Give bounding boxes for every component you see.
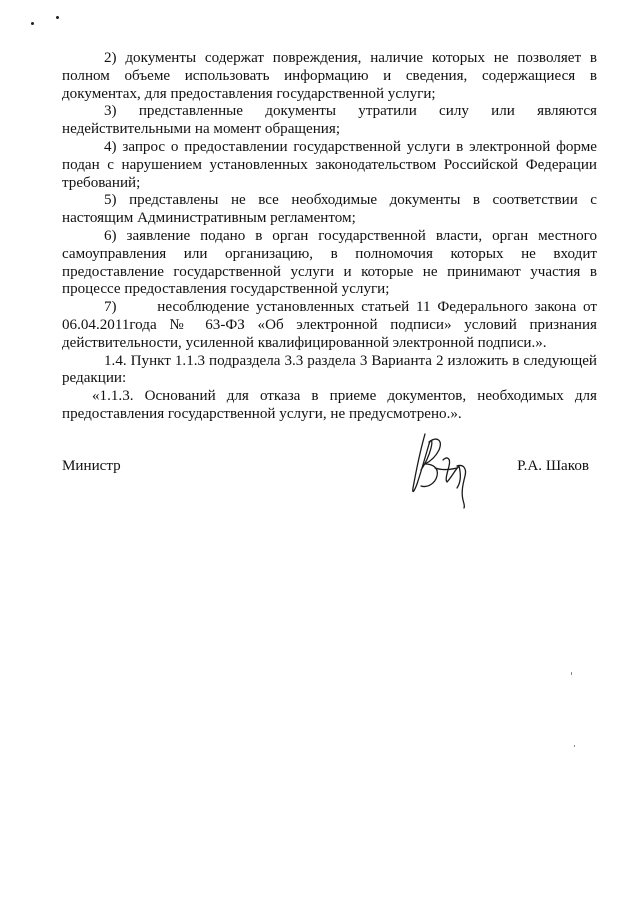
document-body bbox=[62, 50, 601, 424]
list-item-5: 5) представлены не все необходимые документы в соответствии с настоящим Административным регламентом; bbox=[62, 192, 597, 227]
scan-mark bbox=[571, 672, 572, 675]
signature-block bbox=[62, 430, 597, 530]
list-item-6: 6) заявление подано в орган государственной власти, орган местного самоуправления или организацию, в полномочия которых не входит предоставление государственной услуги и которые не принимают участия в процессе предоставления государственной услуги; bbox=[62, 227, 597, 298]
scan-mark bbox=[574, 745, 575, 747]
amendment-point-1-4: 1.4. Пункт 1.1.3 подраздела 3.3 раздела 3 Варианта 2 изложить в следующей редакции: bbox=[62, 352, 597, 387]
amendment-quote: «1.1.3. Оснований для отказа в приеме документов, необходимых для предоставления государственной услуги, не предусмотрено.». bbox=[62, 388, 597, 422]
list-item-7: 7) несоблюдение установленных статьей 11 Федерального закона от 06.04.2011года № 63-ФЗ «Об электронной подписи» условий признания действительности, усиленной квалифицированной электронной подписи.». bbox=[62, 299, 601, 351]
signer-name: Р.А. Шаков bbox=[517, 458, 589, 474]
list-item-2: 2) документы содержат повреждения, наличие которых не позволяет в полном объеме использовать информацию и сведения, содержащиеся в документах, для предоставления государственной услуги; bbox=[62, 50, 597, 102]
list-item-3: 3) представленные документы утратили силу или являются недействительными на момент обращения; bbox=[62, 103, 597, 138]
handwritten-signature bbox=[399, 430, 489, 510]
scan-speck bbox=[31, 22, 34, 25]
list-item-4: 4) запрос о предоставлении государственной услуги в электронной форме подан с нарушением установленных законодательством Российской Федерации требований; bbox=[62, 138, 597, 191]
position-title: Министр bbox=[62, 458, 121, 474]
scan-speck bbox=[56, 16, 59, 19]
